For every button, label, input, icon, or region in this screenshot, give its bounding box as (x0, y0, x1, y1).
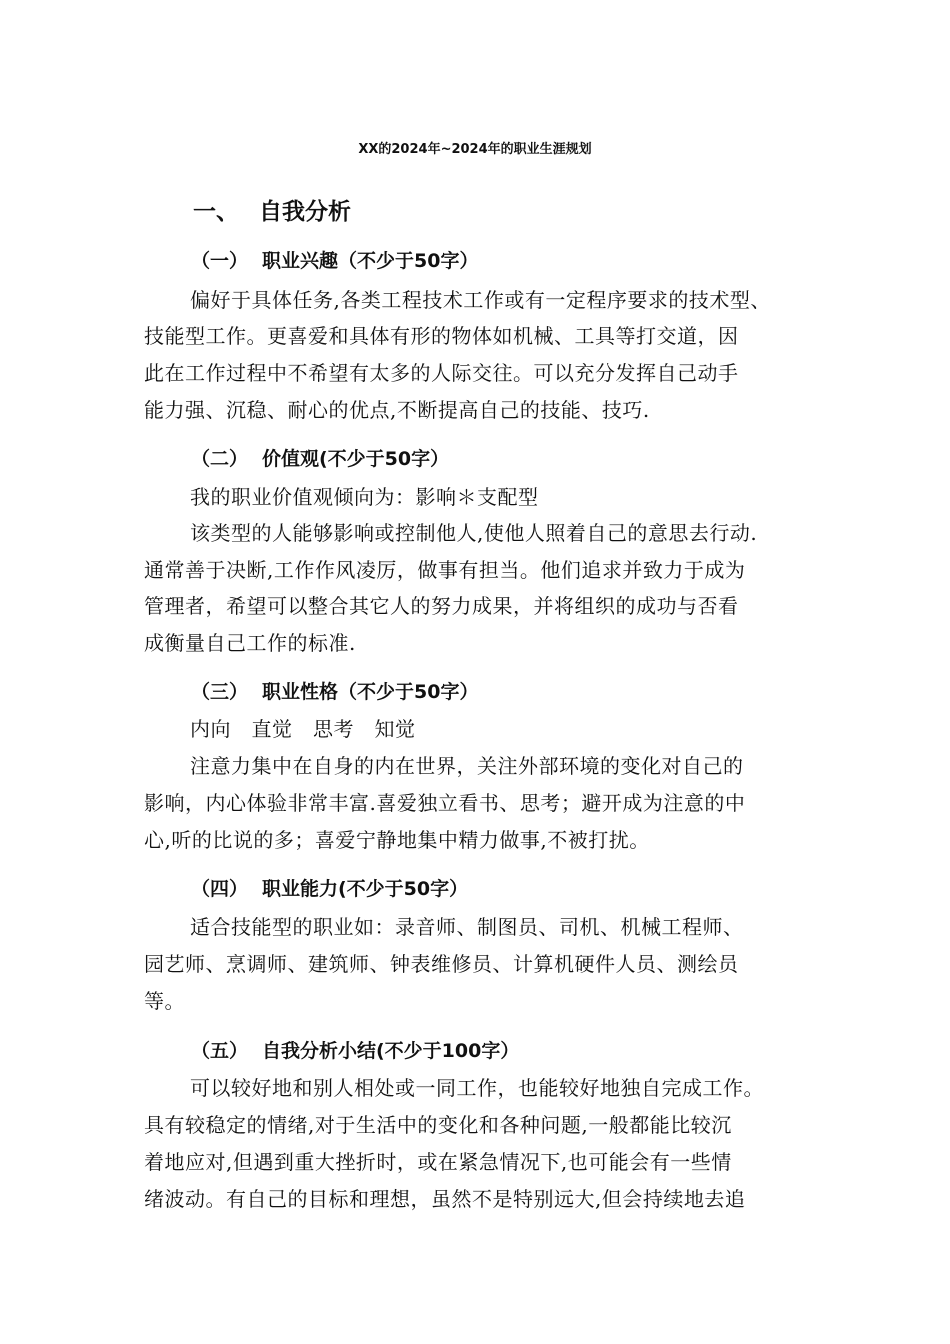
paragraph-line: 内向 直觉 思考 知觉 (190, 717, 416, 741)
subsection-number: （一） (191, 250, 249, 272)
subsection-heading-interest (191, 246, 478, 276)
subsection-heading-summary (191, 1036, 519, 1066)
paragraph-line: 技能型工作。更喜爱和具体有形的物体如机械、工具等打交道，因 (144, 324, 739, 348)
section-number: 一、 (193, 199, 239, 225)
paragraph-line: 着地应对,但遇到重大挫折时，或在紧急情况下,也可能会有一些情 (144, 1150, 732, 1174)
paragraph-line: 我的职业价值观倾向为：影响＊支配型 (190, 485, 539, 509)
subsection-heading-personality (191, 677, 478, 707)
paragraph-line: 具有较稳定的情绪,对于生活中的变化和各种问题,一般都能比较沉 (144, 1113, 732, 1137)
paragraph-line: 心,听的比说的多；喜爱宁静地集中精力做事,不被打扰。 (144, 828, 650, 852)
paragraph-line: 园艺师、烹调师、建筑师、钟表维修员、计算机硬件人员、测绘员 (144, 952, 739, 976)
subsection-label: 职业性格（不少于50字） (262, 681, 479, 703)
subsection-number: （五） (191, 1040, 249, 1062)
paragraph-line: 管理者，希望可以整合其它人的努力成果，并将组织的成功与否看 (144, 594, 739, 618)
subsection-number: （二） (191, 448, 249, 470)
paragraph-line: 此在工作过程中不希望有太多的人际交往。可以充分发挥自己动手 (144, 361, 739, 385)
paragraph-line: 注意力集中在自身的内在世界，关注外部环境的变化对自己的 (190, 754, 744, 778)
paragraph-line: 成衡量自己工作的标准. (144, 631, 356, 655)
subsection-label: 价值观(不少于50字） (262, 448, 450, 470)
paragraph-line: 可以较好地和别人相处或一同工作，也能较好地独自完成工作。 (190, 1076, 764, 1100)
subsection-label: 自我分析小结(不少于100字） (262, 1040, 520, 1062)
paragraph-line: 绪波动。有自己的目标和理想，虽然不是特别远大,但会持续地去追 (144, 1187, 746, 1211)
paragraph-line: 通常善于决断,工作作风凌厉，做事有担当。他们追求并致力于成为 (144, 558, 746, 582)
subsection-number: （三） (191, 681, 249, 703)
section-heading-self-analysis (193, 194, 351, 230)
subsection-heading-values (191, 444, 449, 474)
paragraph-line: 影响，内心体验非常丰富.喜爱独立看书、思考；避开成为注意的中 (144, 791, 746, 815)
subsection-label: 职业兴趣（不少于50字） (262, 250, 479, 272)
paragraph-line: 适合技能型的职业如：录音师、制图员、司机、机械工程师、 (190, 915, 744, 939)
document-title: XX的2024年~2024年的职业生涯规划 (358, 142, 592, 157)
paragraph-line: 该类型的人能够影响或控制他人,使他人照着自己的意思去行动. (190, 521, 758, 545)
paragraph-line: 偏好于具体任务,各类工程技术工作或有一定程序要求的技术型、 (190, 288, 771, 312)
paragraph-line: 等。 (144, 989, 185, 1013)
section-label: 自我分析 (259, 199, 351, 225)
paragraph-line: 能力强、沉稳、耐心的优点,不断提高自己的技能、技巧. (144, 398, 650, 422)
subsection-heading-ability (191, 874, 468, 904)
subsection-number: （四） (191, 878, 249, 900)
subsection-label: 职业能力(不少于50字） (262, 878, 469, 900)
